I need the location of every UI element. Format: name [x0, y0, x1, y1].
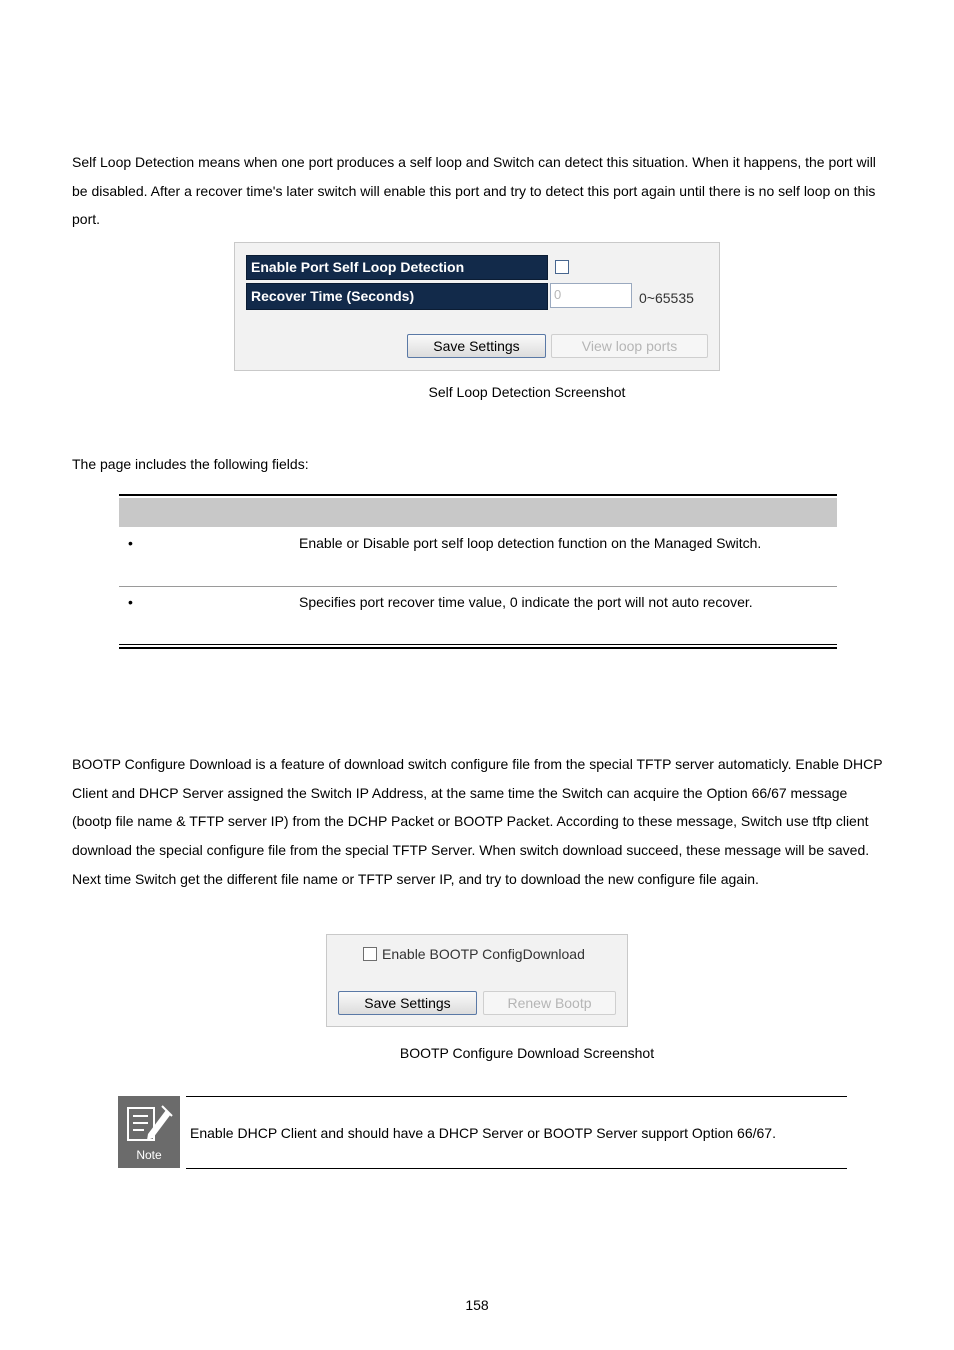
- view-loop-ports-button[interactable]: View loop ports: [551, 334, 708, 358]
- table-header: [119, 498, 837, 527]
- enable-bootp-checkbox[interactable]: [363, 947, 377, 961]
- renew-bootp-button[interactable]: Renew Bootp: [483, 991, 616, 1015]
- page-number: 158: [465, 1297, 489, 1313]
- bootp-caption: BOOTP Configure Download Screenshot: [399, 1045, 655, 1061]
- save-settings-button[interactable]: Save Settings: [407, 334, 546, 358]
- enable-self-loop-label: Enable Port Self Loop Detection: [246, 255, 548, 280]
- recover-time-input[interactable]: 0: [550, 283, 632, 308]
- enable-bootp-label: Enable BOOTP ConfigDownload: [382, 946, 585, 962]
- row-description: Enable or Disable port self loop detection function on the Managed Switch.: [299, 535, 762, 551]
- note-text: Enable DHCP Client and should have a DHCP Server or BOOTP Server support Option 66/67.: [190, 1125, 776, 1141]
- fields-intro: The page includes the following fields:: [72, 456, 309, 472]
- row-bullet: •: [128, 535, 133, 551]
- self-loop-caption: Self Loop Detection Screenshot: [428, 384, 626, 400]
- table-top-rule: [119, 494, 837, 496]
- bootp-screenshot: [326, 934, 628, 1027]
- recover-range-hint: 0~65535: [639, 290, 694, 306]
- row-divider: [119, 586, 837, 587]
- self-loop-screenshot: [234, 242, 720, 371]
- row-bullet: •: [128, 594, 133, 610]
- note-bottom-rule: [186, 1168, 847, 1169]
- recover-time-label: Recover Time (Seconds): [246, 283, 548, 310]
- note-top-rule: [186, 1096, 847, 1097]
- bootp-paragraph: BOOTP Configure Download is a feature of download switch configure file from the special TFTP server automaticly. Enable DHCP Client and DHCP Server assigned the Switch IP Address, at the same time the Switch can acquire the Option 66/67 message (bootp file name & TFTP server IP) from the DCHP Packet or BOOTP Packet. According to these message, Switch use tftp client download the special configure file from the special TFTP Server. When switch download succeed, these message will be saved. Next time Switch get the different file name or TFTP server IP, and try to download the new configure file again.: [72, 756, 883, 887]
- row-description: Specifies port recover time value, 0 indicate the port will not auto recover.: [299, 594, 753, 610]
- note-icon: [118, 1096, 180, 1168]
- table-bottom-rule: [119, 644, 837, 645]
- bootp-save-settings-button[interactable]: Save Settings: [338, 991, 477, 1015]
- intro-paragraph: Self Loop Detection means when one port produces a self loop and Switch can detect this situation. When it happens, the port will be disabled. After a recover time's later switch will enable this port and try to detect this port again until there is no self loop on this port.: [72, 154, 876, 228]
- table-bottom-rule-double: [119, 647, 837, 649]
- note-label: Note: [136, 1148, 162, 1162]
- enable-self-loop-checkbox[interactable]: [555, 260, 569, 274]
